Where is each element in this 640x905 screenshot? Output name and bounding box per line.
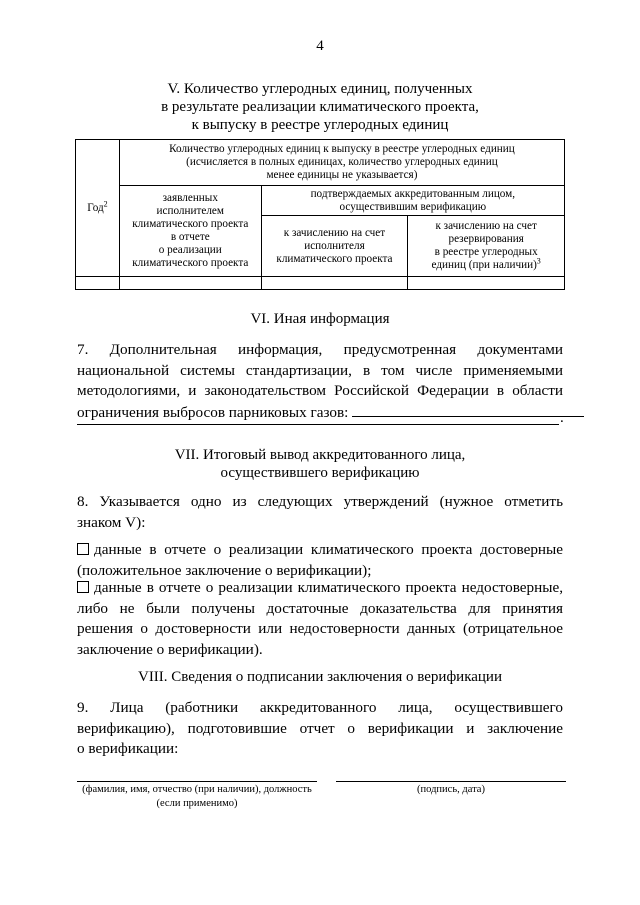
caption-line: (если применимо) [156, 798, 238, 809]
header-line: климатического проекта [276, 252, 393, 265]
option-line [77, 578, 563, 599]
name-position-caption [70, 783, 324, 811]
paragraph-line: верификацию), подготовившие отчет о верификации и заключение [77, 719, 563, 737]
fill-in-line [77, 424, 559, 425]
header-line: резервирования [448, 233, 524, 245]
option-line: заключение о верификации). [77, 640, 263, 658]
name-position-line [77, 781, 317, 782]
declared-header [119, 186, 261, 277]
header-line: к зачислению на счет [283, 226, 386, 239]
executor-account-header [261, 216, 408, 277]
option-text: данные в отчете о реализации климатического проекта недостоверные, [94, 579, 563, 596]
header-line: исполнителем [156, 205, 224, 217]
header-line: исполнителя [304, 239, 365, 252]
header-line: климатического проекта [132, 218, 249, 230]
header-line: о реализации [158, 244, 222, 256]
section-7-title-line: VII. Итоговый вывод аккредитованного лица, [174, 447, 466, 463]
units-total-header [119, 140, 564, 186]
footnote-3-marker: 3 [536, 256, 541, 266]
paragraph-line [77, 402, 563, 424]
option-line: решения о достоверности или недостоверности данных (отрицательное [77, 620, 563, 638]
signature-date-caption: (подпись, дата) [417, 784, 485, 795]
paragraph-7-end: . [560, 410, 564, 426]
section-7-title-line: осуществившего верификацию [220, 465, 420, 481]
section-8-title: VIII. Сведения о подписании заключения о верификации [137, 669, 502, 685]
table-cell [408, 277, 565, 290]
option-line [77, 540, 563, 561]
carbon-units-table [75, 139, 565, 290]
paragraph-line: методологиями, и законодательством Российской Федерации в области [77, 382, 563, 400]
paragraph-8 [77, 492, 563, 533]
confirmed-header [261, 186, 564, 216]
section-5-title-line: V. Количество углеродных единиц, полученных [167, 81, 473, 97]
year-header [76, 140, 120, 277]
paragraph-line: национальной системы стандартизации, в том числе применяемыми [77, 361, 563, 379]
header-line: осуществившим верификацию [339, 200, 487, 213]
option-positive [77, 540, 563, 581]
option-line: либо не были получены достаточные доказательства для принятия [77, 599, 563, 617]
section-5-title-line: к выпуску в реестре углеродных единиц [191, 117, 449, 133]
option-line: (положительное заключение о верификации); [77, 561, 372, 579]
header-line: климатического проекта [132, 257, 249, 269]
section-5-title-line: в результате реализации климатического проекта, [161, 99, 479, 115]
table-row [76, 277, 565, 290]
header-line: единиц (при наличии) [431, 259, 537, 271]
paragraph-7 [77, 340, 563, 423]
section-5-title [77, 80, 563, 134]
paragraph-line: 8. Указывается одно из следующих утверждений (нужное отметить [77, 493, 563, 510]
table-cell [76, 277, 120, 290]
header-line: подтверждаемых аккредитованным лицом, [310, 187, 516, 200]
paragraph-line: знаком V): [77, 513, 146, 531]
table-cell [119, 277, 261, 290]
paragraph-text: ограничения выбросов парниковых газов: [77, 403, 349, 421]
paragraph-line: 9. Лица (работники аккредитованного лица, осуществившего [77, 699, 563, 716]
header-line: в отчете [170, 231, 210, 243]
year-header-label: Год [87, 201, 104, 214]
section-7-title [77, 446, 563, 482]
header-line: (исчисляется в полных единицах, количество углеродных единиц [186, 156, 498, 168]
header-line: к зачислению на счет [435, 220, 537, 232]
signature-date-line [336, 781, 566, 782]
table-cell [261, 277, 408, 290]
option-text: данные в отчете о реализации климатического проекта достоверные [94, 541, 563, 558]
option-negative [77, 578, 563, 660]
page-number: 4 [316, 38, 324, 54]
checkbox-positive[interactable] [77, 543, 89, 555]
header-line: менее единицы не указывается) [266, 169, 418, 181]
header-line: в реестре углеродных [434, 246, 538, 258]
footnote-2-marker: 2 [103, 198, 108, 208]
caption-line: (фамилия, имя, отчество (при наличии), должность [82, 784, 312, 795]
header-line: Количество углеродных единиц к выпуску в реестре углеродных единиц [169, 143, 515, 155]
section-6-title: VI. Иная информация [250, 311, 390, 327]
reserve-account-header [408, 216, 565, 277]
checkbox-negative[interactable] [77, 581, 89, 593]
paragraph-line: 7. Дополнительная информация, предусмотренная документами [77, 341, 563, 358]
paragraph-line: о верификации: [77, 740, 179, 758]
paragraph-9 [77, 698, 563, 760]
header-line: заявленных [162, 192, 218, 204]
fill-in-line [352, 402, 584, 417]
